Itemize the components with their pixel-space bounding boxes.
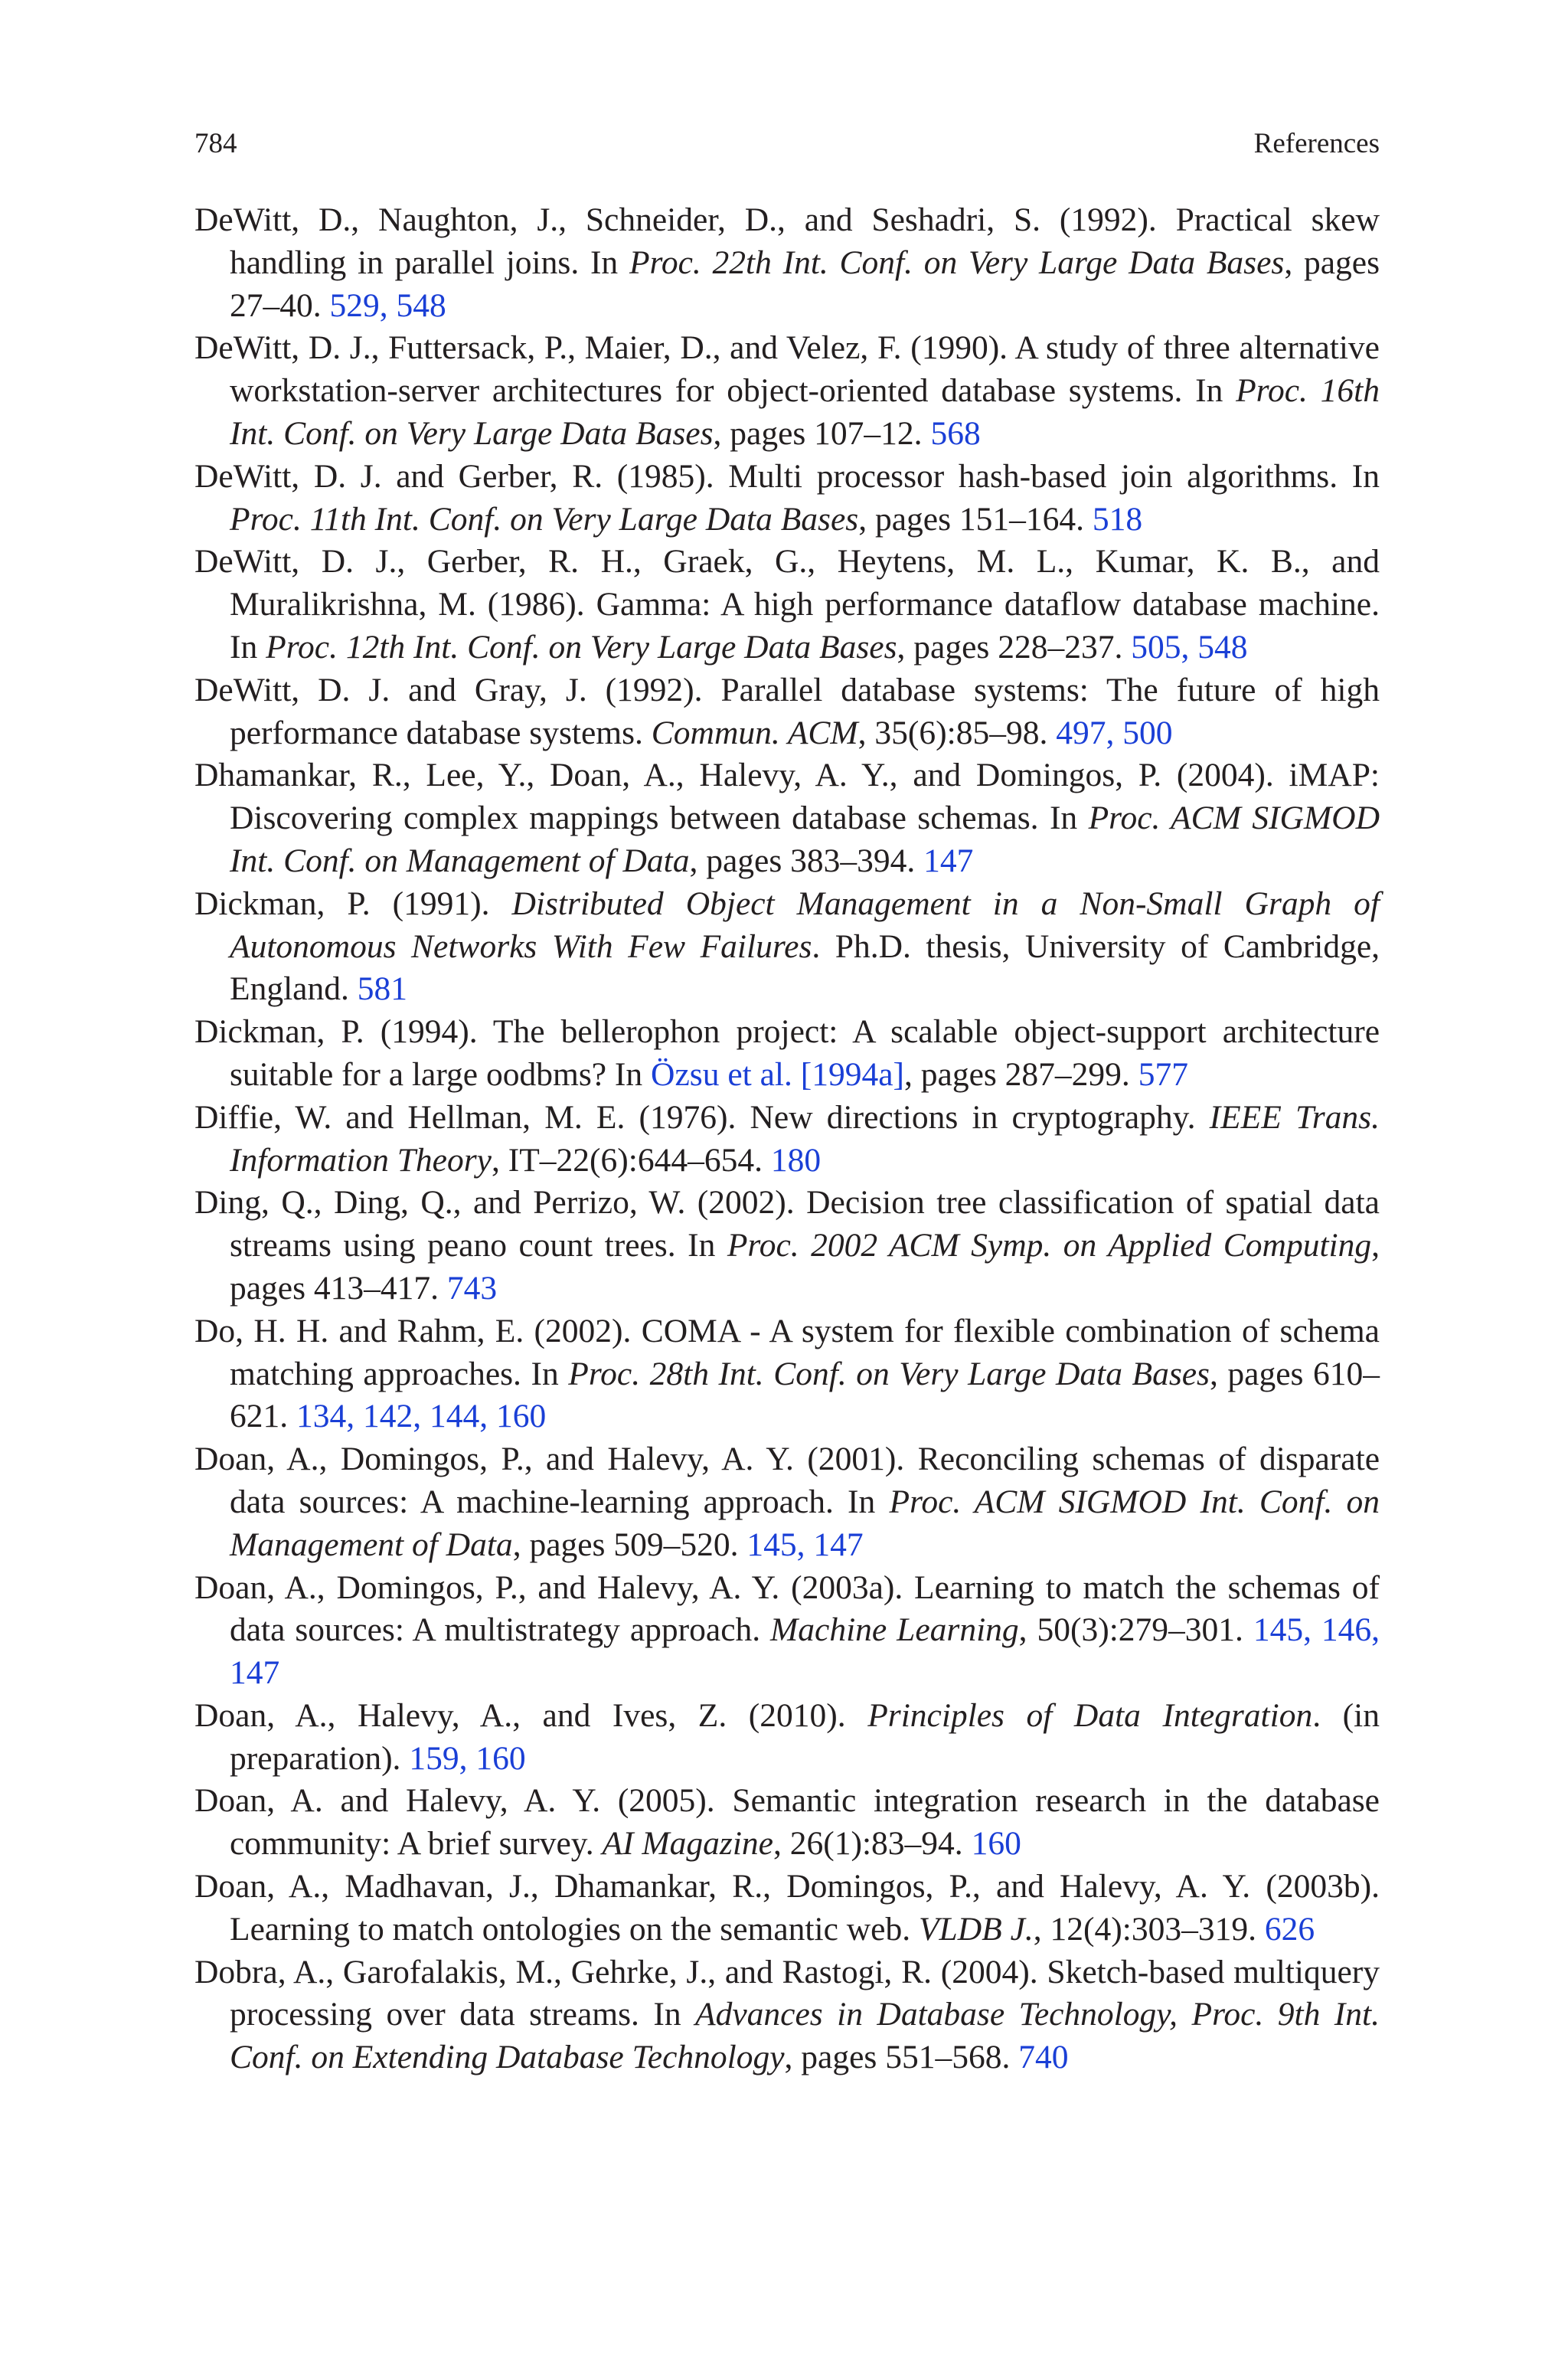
page-link[interactable]: 145, 146, 147 bbox=[230, 1611, 1380, 1692]
page-link[interactable]: 740 bbox=[1018, 2039, 1069, 2076]
reference-text: DeWitt, D. J., Futtersack, P., Maier, D., and Velez, F. (1990). A study of three alternative workstation-server architectures for object-oriented database systems. In bbox=[194, 329, 1380, 410]
page-link[interactable]: 160 bbox=[971, 1825, 1021, 1863]
reference-text: , pages 107–12. bbox=[713, 414, 931, 452]
reference-text: Dickman, P. (1994). The bellerophon project: A scalable object-support architecture suitable for a large oodbms? In bbox=[194, 1013, 1380, 1093]
running-head: References bbox=[1253, 128, 1380, 159]
page-link[interactable]: 529, 548 bbox=[329, 286, 446, 324]
reference-text: Dobra, A., Garofalakis, M., Gehrke, J., and Rastogi, R. (2004). Sketch-based multiquery processing over data streams. In bbox=[194, 1953, 1380, 2033]
reference-title: Proc. 22th Int. Conf. on Very Large Data Bases bbox=[629, 244, 1285, 281]
reference-entry bbox=[194, 1438, 1380, 1566]
reference-text: , 26(1):83–94. bbox=[773, 1825, 972, 1863]
page-header bbox=[194, 127, 1380, 161]
page-link[interactable]: 134, 142, 144, 160 bbox=[296, 1398, 547, 1435]
page-link[interactable]: 577 bbox=[1138, 1055, 1188, 1093]
reference-title: Proc. ACM SIGMOD Int. Conf. on Management of Data bbox=[230, 800, 1380, 879]
reference-text: DeWitt, D. J. and Gray, J. (1992). Parallel database systems: The future of high performance database systems. bbox=[194, 671, 1380, 751]
reference-entry bbox=[194, 456, 1380, 541]
reference-list bbox=[194, 199, 1380, 2079]
reference-text: DeWitt, D. J. and Gerber, R. (1985). Multi processor hash-based join algorithms. In bbox=[194, 457, 1380, 495]
reference-text: DeWitt, D., Naughton, J., Schneider, D., and Seshadri, S. (1992). Practical skew handling in parallel joins. In bbox=[194, 201, 1380, 281]
page-link[interactable]: 505, 548 bbox=[1131, 628, 1248, 666]
reference-entry bbox=[194, 541, 1380, 669]
reference-title: VLDB J. bbox=[918, 1910, 1034, 1948]
reference-text: , 35(6):85–98. bbox=[858, 714, 1057, 751]
reference-entry bbox=[194, 1182, 1380, 1310]
reference-entry bbox=[194, 883, 1380, 1011]
reference-text: , 50(3):279–301. bbox=[1018, 1611, 1253, 1649]
reference-title: IEEE Trans. Information Theory bbox=[230, 1098, 1380, 1179]
reference-text: , pages 413–417. bbox=[230, 1227, 1380, 1307]
page-link[interactable]: 497, 500 bbox=[1056, 714, 1173, 751]
page-link[interactable]: 518 bbox=[1092, 500, 1143, 538]
reference-text: Do, H. H. and Rahm, E. (2002). COMA - A system for flexible combination of schema matching approaches. In bbox=[194, 1312, 1380, 1392]
page-link[interactable]: 568 bbox=[930, 414, 981, 452]
reference-text: , pages 151–164. bbox=[858, 500, 1093, 538]
reference-text: , IT–22(6):644–654. bbox=[491, 1141, 771, 1179]
reference-entry bbox=[194, 1695, 1380, 1781]
reference-entry bbox=[194, 1866, 1380, 1951]
reference-entry bbox=[194, 1780, 1380, 1866]
reference-text: Ding, Q., Ding, Q., and Perrizo, W. (2002). Decision tree classification of spatial data streams using peano count trees. In bbox=[194, 1184, 1380, 1264]
page-link[interactable]: 581 bbox=[357, 970, 407, 1008]
reference-text: Doan, A., Domingos, P., and Halevy, A. Y. (2003a). Learning to match the schemas of data sources: A multistrategy approach. bbox=[194, 1568, 1380, 1649]
reference-entry bbox=[194, 199, 1380, 327]
reference-text: Doan, A. and Halevy, A. Y. (2005). Semantic integration research in the database community: A brief survey. bbox=[194, 1782, 1380, 1863]
page-link[interactable]: 159, 160 bbox=[409, 1739, 526, 1777]
reference-text: , pages 27–40. bbox=[230, 244, 1380, 324]
reference-title: Proc. 12th Int. Conf. on Very Large Data Bases bbox=[266, 628, 897, 666]
page-number: 784 bbox=[194, 128, 237, 159]
reference-entry bbox=[194, 327, 1380, 455]
reference-title: Proc. 28th Int. Conf. on Very Large Data Bases bbox=[568, 1355, 1210, 1392]
reference-text: . (in preparation). bbox=[230, 1696, 1380, 1777]
reference-entry bbox=[194, 1011, 1380, 1097]
page-link[interactable]: 147 bbox=[923, 842, 974, 879]
page-link[interactable]: 180 bbox=[770, 1141, 822, 1179]
reference-text: , pages 610–621. bbox=[230, 1355, 1380, 1435]
page-link[interactable]: 626 bbox=[1264, 1910, 1315, 1948]
reference-entry bbox=[194, 1567, 1380, 1695]
reference-title: Commun. ACM bbox=[651, 714, 858, 751]
reference-text: Dickman, P. (1991). bbox=[194, 885, 512, 922]
reference-entry bbox=[194, 754, 1380, 882]
reference-text: , pages 228–237. bbox=[897, 628, 1132, 666]
reference-text: , pages 383–394. bbox=[689, 842, 924, 879]
reference-title: Proc. 11th Int. Conf. on Very Large Data Bases bbox=[230, 500, 859, 538]
reference-entry bbox=[194, 1951, 1380, 2079]
reference-title: Distributed Object Management in a Non-Small Graph of Autonomous Networks With Few Failures bbox=[230, 885, 1380, 965]
reference-entry bbox=[194, 1097, 1380, 1182]
reference-title: AI Magazine bbox=[602, 1825, 773, 1863]
reference-text: , pages 551–568. bbox=[784, 2039, 1019, 2076]
reference-entry bbox=[194, 669, 1380, 755]
reference-text: DeWitt, D. J., Gerber, R. H., Graek, G., Heytens, M. L., Kumar, K. B., and Muralikrishna, M. (1986). Gamma: A high performance dataflow database machine. In bbox=[194, 543, 1380, 666]
reference-title: Advances in Database Technology, Proc. 9th Int. Conf. on Extending Database Technology bbox=[230, 1996, 1380, 2076]
reference-text: Doan, A., Madhavan, J., Dhamankar, R., Domingos, P., and Halevy, A. Y. (2003b). Learning to match ontologies on the semantic web. bbox=[194, 1868, 1380, 1948]
reference-text: Doan, A., Domingos, P., and Halevy, A. Y. (2001). Reconciling schemas of disparate data sources: A machine-learning approach. In bbox=[194, 1441, 1380, 1520]
reference-entry bbox=[194, 1310, 1380, 1438]
reference-title: Proc. 2002 ACM Symp. on Applied Computing bbox=[727, 1227, 1372, 1264]
page-link[interactable]: 743 bbox=[446, 1269, 498, 1307]
reference-title: Proc. 16th Int. Conf. on Very Large Data Bases bbox=[230, 372, 1380, 452]
reference-title: Principles of Data Integration bbox=[867, 1696, 1313, 1734]
reference-title: Machine Learning bbox=[770, 1611, 1019, 1649]
reference-text: . Ph.D. thesis, University of Cambridge, England. bbox=[230, 927, 1380, 1008]
reference-title: Proc. ACM SIGMOD Int. Conf. on Management of Data bbox=[230, 1483, 1380, 1563]
reference-text: Diffie, W. and Hellman, M. E. (1976). New directions in cryptography. bbox=[194, 1098, 1210, 1136]
reference-text: , pages 509–520. bbox=[512, 1526, 747, 1563]
reference-text: , pages 287–299. bbox=[904, 1055, 1138, 1093]
reference-text: Dhamankar, R., Lee, Y., Doan, A., Halevy, A. Y., and Domingos, P. (2004). iMAP: Discovering complex mappings between database schemas. In bbox=[194, 757, 1380, 837]
reference-text: , 12(4):303–319. bbox=[1033, 1910, 1265, 1948]
page-link[interactable]: 145, 147 bbox=[746, 1526, 864, 1563]
page-link[interactable]: Özsu et al. [1994a] bbox=[651, 1055, 905, 1093]
reference-text: Doan, A., Halevy, A., and Ives, Z. (2010). bbox=[194, 1696, 868, 1734]
